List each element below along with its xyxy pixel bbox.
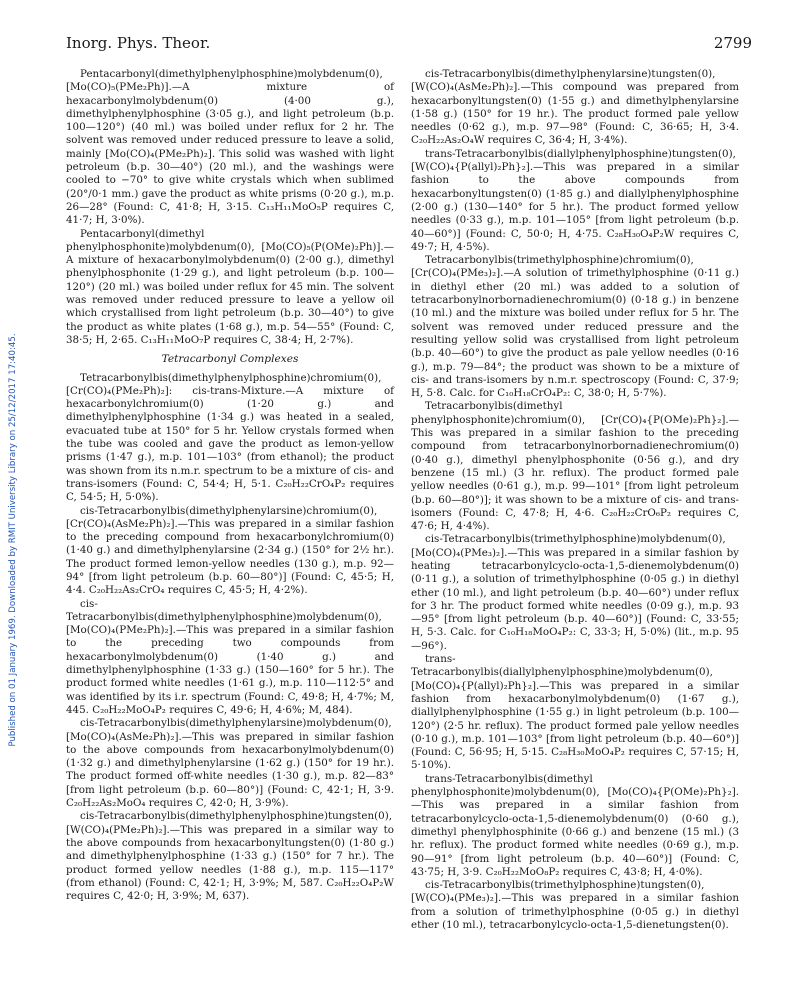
paragraph: cis-Tetracarbonylbis(dimethylphenylarsine)chromium(0), [Cr(CO)₄(AsMe₂Ph)₂].—This was prepared in a similar fashion to the preceding compound from hexacarbonylchromium(0) (1·40 g.) and dimethylphenylarsine (2·34 g.) (150° for 2½ hr.). The product formed lemon-yellow needles (130 g.), m.p. 92—94° [from light petroleum (b.p. 60—80°)] (Found: C, 45·5; H, 4·4. C₂₀H₂₂As₂CrO₄ requires C, 45·5; H, 4·2%). [66,504,394,597]
paragraph: Pentacarbonyl(dimethylphenylphosphine)molybdenum(0), [Mo(CO)₅(PMe₂Ph)].—A mixture of hexacarbonylmolybdenum(0) (4·00 g.), dimethylphenylphosphine (3·05 g.), and light petroleum (b.p. 100—120°) (40 ml.) was boiled under reflux for 2 hr. The solvent was removed under reduced pressure to leave a solid, mainly [Mo(CO)₄(PMe₂Ph)₂]. This solid was washed with light petroleum (b.p. 30—40°) (20 ml.), and the washings were cooled to −70° to give white crystals which when sublimed (20°/0·1 mm.) gave the product as white prisms (0·20 g.), m.p. 26—28° (Found: C, 41·8; H, 3·15. C₁₃H₁₁MoO₅P requires C, 41·7; H, 3·0%). [66,68,394,227]
paragraph: Tetracarbonylbis(dimethyl phenylphosphonite)chromium(0), [Cr(CO)₄{P(OMe)₂Ph}₂].—This was prepared in a similar fashion to the preceding compound from tetracarbonylnorbornadienechromium(0) (0·40 g.), dimethyl phenylphosphonite (0·56 g.), and dry benzene (15 ml.) (3 hr. reflux). The product formed pale yellow needles (0·61 g.), m.p. 99—101° [from light petroleum (b.p. 60—80°)]; it was shown to be a mixture of cis- and trans-isomers (Found: C, 47·8; H, 4·6. C₂₀H₂₂CrO₆P₂ requires C, 47·6; H, 4·4%). [411,400,739,533]
paragraph: trans-Tetracarbonylbis(dimethyl phenylphosphonite)molybdenum(0), [Mo(CO)₄{P(OMe)₂Ph}₂].—This was prepared in a similar fashion from tetracarbonylcyclo-octa-1,5-dienemolybdenum(0) (0·60 g.), dimethyl phenylphosphinite (0·66 g.) and benzene (15 ml.) (3 hr. reflux). The product formed white needles (0·69 g.), m.p. 90—91° [from light petroleum (b.p. 40—60°)] (Found: C, 43·75; H, 3·9. C₂₀H₂₂MoO₈P₂ requires C, 43·8; H, 4·0%). [411,772,739,878]
section-heading: Tetracarbonyl Complexes [161,353,299,366]
paragraph: Tetracarbonylbis(trimethylphosphine)chromium(0), [Cr(CO)₄(PMe₃)₂].—A solution of trimethylphosphine (0·11 g.) in diethyl ether (20 ml.) was added to a solution of tetracarbonylnorbornadienechromium(0) (0·18 g.) in benzene (10 ml.) and the mixture was boiled under reflux for 5 hr. The solvent was removed under reduced pressure and the resulting yellow solid was crystallised from light petroleum (b.p. 40—60°) to give the product as pale yellow needles (0·16 g.), m.p. 79—84°; the product was shown to be a mixture of cis- and trans-isomers by n.m.r. spectroscopy (Found: C, 37·9; H, 5·8. Calc. for C₁₀H₁₈CrO₄P₂: C, 38·0; H, 5·7%). [411,254,739,400]
paragraph: cis-Tetracarbonylbis(dimethylphenylarsine)molybdenum(0), [Mo(CO)₄(AsMe₂Ph)₂].—This was prepared in similar fashion to the above compounds from hexacarbonylmolybdenum(0) (1·32 g.) and dimethylphenylarsine (1·62 g.) (150° for 19 hr.). The product formed off-white needles (1·30 g.), m.p. 82—83° [from light petroleum (b.p. 60—80°)] (Found: C, 42·1; H, 3·9. C₂₀H₂₂As₂MoO₄ requires C, 42·0; H, 3·9%). [66,717,394,810]
paragraph: cis-Tetracarbonylbis(dimethylphenylphosphine)tungsten(0), [W(CO)₄(PMe₂Ph)₂].—This was prepared in a similar way to the above compounds from hexacarbonyltungsten(0) (1·80 g.) and dimethylphenylphosphine (1·33 g.) (150° for 7 hr.). The product formed yellow needles (1·88 g.), m.p. 115—117° (from ethanol) (Found: C, 42·1; H, 3·9%; M, 587. C₂₀H₂₂O₄P₂W requires C, 42·0; H, 3·9%; M, 637). [66,810,394,903]
paragraph: cis-Tetracarbonylbis(dimethylphenylphosphine)molybdenum(0), [Mo(CO)₄(PMe₂Ph)₂].—This was prepared in a similar fashion to the preceding two compounds from hexacarbonylmolybdenum(0) (1·40 g.) and dimethylphenylphosphine (1·33 g.) (150—160° for 5 hr.). The product formed white needles (1·61 g.), m.p. 110—112·5° and was identified by its i.r. spectrum (Found: C, 49·8; H, 4·7%; M, 445. C₂₀H₂₂MoO₄P₂ requires C, 49·6; H, 4·6%; M, 484). [66,597,394,716]
running-header [66,34,752,56]
paragraph: cis-Tetracarbonylbis(trimethylphosphine)tungsten(0), [W(CO)₄(PMe₃)₂].—This was prepared in a similar fashion from a solution of trimethylphosphine (0·05 g.) in diethyl ether (10 ml.), tetracarbonylcyclo-octa-1,5-dienetungsten(0). [411,879,739,931]
download-watermark [6,190,20,890]
paragraph: cis-Tetracarbonylbis(dimethylphenylarsine)tungsten(0), [W(CO)₄(AsMe₂Ph)₂].—This compound was prepared from hexacarbonyltungsten(0) (1·55 g.) and dimethylphenylarsine (1·58 g.) (150° for 19 hr.). The product formed pale yellow needles (0·62 g.), m.p. 97—98° (Found: C, 36·65; H, 3·4. C₂₀H₂₂As₂O₄W requires C, 36·4; H, 3·4%). [411,68,739,147]
journal-title: Inorg. Phys. Theor. [66,34,211,52]
left-column [66,68,394,903]
download-notice-link[interactable]: Published on 01 January 1969. Downloaded by RMIT University Library on 25/12/2017 17:40:45. [8,333,18,747]
right-column [411,68,739,932]
paragraph: trans-Tetracarbonylbis(diallylphenylphosphine)molybdenum(0), [Mo(CO)₄{P(allyl)₂Ph}₂].—This was prepared in a similar fashion from hexacarbonylmolybdenum(0) (1·67 g.), diallylphenylphosphine (1·55 g.) in light petroleum (b.p. 100—120°) (2·5 hr. reflux). The product formed pale yellow needles (0·10 g.), m.p. 101—103° [from light petroleum (b.p. 40—60°)] (Found: C, 56·95; H, 5·15. C₂₈H₃₀MoO₄P₂ requires C, 57·15; H, 5·10%). [411,653,739,772]
paragraph: Tetracarbonylbis(dimethylphenylphosphine)chromium(0), [Cr(CO)₄(PMe₂Ph)₂]: cis-trans-Mixture.—A mixture of hexacarbonylchromium(0) (1·20 g.) and dimethylphenylphosphine (1·34 g.) was heated in a sealed, evacuated tube at 150° for 5 hr. Yellow crystals formed when the tube was cooled and gave the product as lemon-yellow prisms (1·47 g.), m.p. 101—103° (from ethanol); the product was shown from its n.m.r. spectrum to be a mixture of cis- and trans-isomers (Found: C, 54·4; H, 5·1. C₂₀H₂₂CrO₄P₂ requires C, 54·5; H, 5·0%). [66,371,394,504]
paragraph: cis-Tetracarbonylbis(trimethylphosphine)molybdenum(0), [Mo(CO)₄(PMe₃)₂].—This was prepared in a similar fashion by heating tetracarbonylcyclo-octa-1,5-dienemolybdenum(0) (0·11 g.), a solution of trimethylphosphine (0·05 g.) in diethyl ether (10 ml.), and light petroleum (b.p. 40—60°) under reflux for 3 hr. The product formed white needles (0·09 g.), m.p. 93—95° [from light petroleum (b.p. 40—60°)] (Found: C, 33·55; H, 5·3. Calc. for C₁₀H₁₈MoO₄P₂: C, 33·3; H, 5·0%) (lit., m.p. 95—96°). [411,533,739,652]
paragraph: trans-Tetracarbonylbis(diallylphenylphosphine)tungsten(0), [W(CO)₄{P(allyl)₂Ph}₂].—This was prepared in a similar fashion to the above compounds from hexacarbonyltungsten(0) (1·85 g.) and diallylphenylphosphine (2·00 g.) (130—140° for 5 hr.). The product formed yellow needles (0·33 g.), m.p. 101—105° [from light petroleum (b.p. 40—60°)] (Found: C, 50·0; H, 4·75. C₂₈H₃₀O₄P₂W requires C, 49·7; H, 4·5%). [411,147,739,253]
page-number: 2799 [713,34,752,52]
paragraph: Pentacarbonyl(dimethyl phenylphosphonite)molybdenum(0), [Mo(CO)₅(P(OMe)₂Ph)].—A mixture of hexacarbonylmolybdenum(0) (2·00 g.), dimethyl phenylphosphonite (1·29 g.), and light petroleum (b.p. 100—120°) (20 ml.) was boiled under reflux for 45 min. The solvent was removed under reduced pressure to leave a yellow oil which crystallised from light petroleum (b.p. 30—40°) to give the product as white plates (1·68 g.), m.p. 54—55° (Found: C, 38·5; H, 2·65. C₁₃H₁₁MoO₇P requires C, 38·4; H, 2·7%). [66,227,394,346]
